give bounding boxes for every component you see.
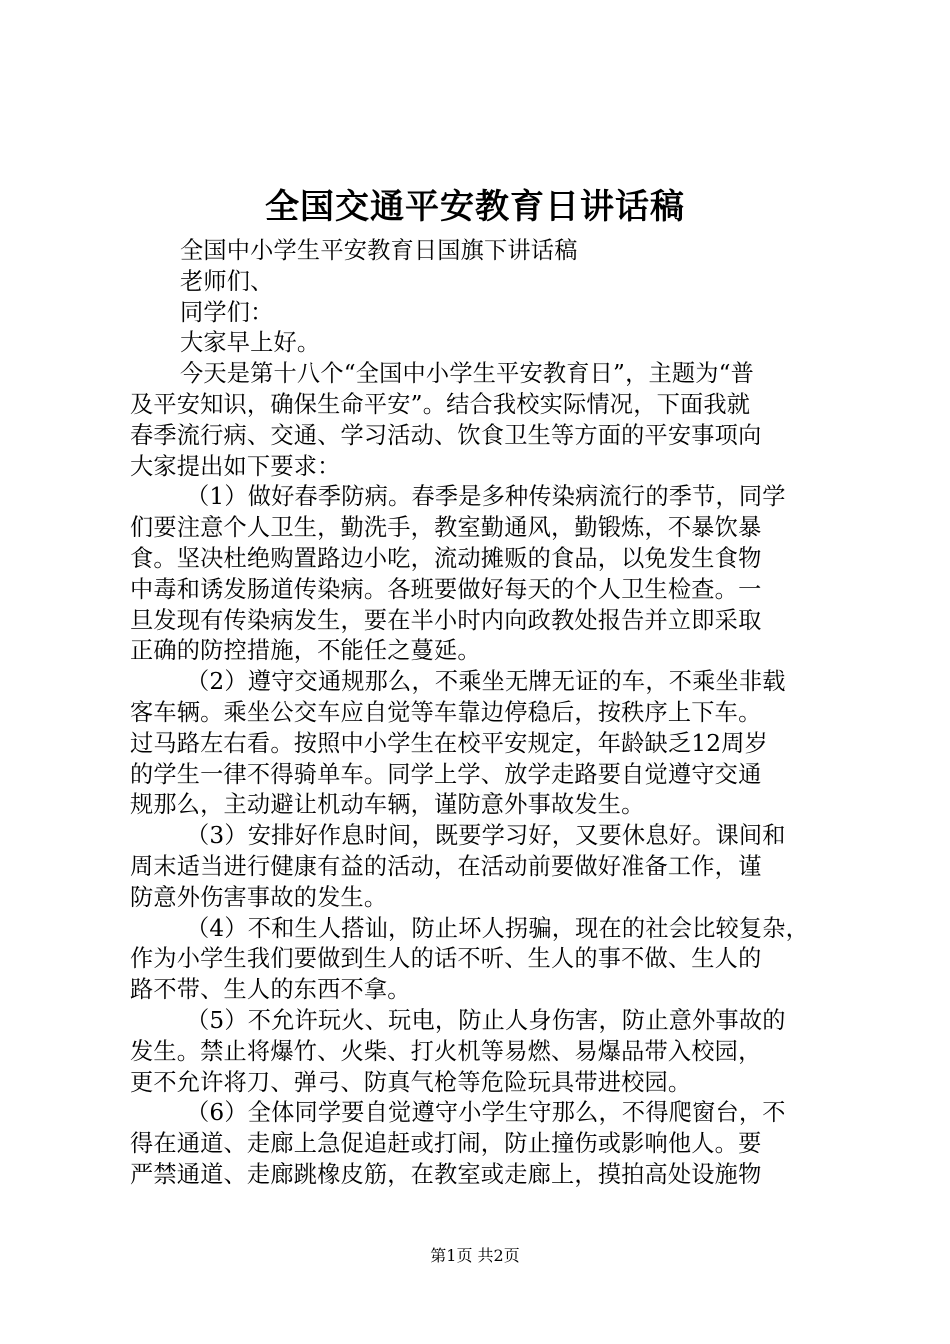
item-3-line: （3）安排好作息时间，既要学习好，又要休息好。课间和 <box>186 822 786 850</box>
item-1-line: 食。坚决杜绝购置路边小吃，流动摊贩的食品，以免发生食物 <box>130 544 762 572</box>
item-1-line: 旦发现有传染病发生，要在半小时内向政教处报告并立即采取 <box>130 606 762 634</box>
subtitle-line: 全国中小学生平安教育日国旗下讲话稿 <box>180 237 578 264</box>
item-4-line: （4）不和生人搭讪，防止坏人拐骗，现在的社会比较复杂， <box>186 914 810 942</box>
item-1-line: 中毒和诱发肠道传染病。各班要做好每天的个人卫生检查。一 <box>130 575 762 603</box>
item-5-line: （5）不允许玩火、玩电，防止人身伤害，防止意外事故的 <box>186 1006 786 1034</box>
item-5-line: 发生。禁止将爆竹、火柴、打火机等易燃、易爆品带入校园， <box>130 1037 762 1065</box>
item-2-line: 过马路左右看。按照中小学生在校平安规定，年龄缺乏12周岁 <box>130 729 768 757</box>
paragraph-line: 及平安知识，确保生命平安”。结合我校实际情况，下面我就 <box>130 390 751 418</box>
item-6-line: （6）全体同学要自觉遵守小学生守那么，不得爬窗台，不 <box>186 1099 786 1127</box>
item-6-line: 严禁通道、走廊跳橡皮筋，在教室或走廊上，摸拍高处设施物 <box>130 1160 762 1188</box>
paragraph-line: 春季流行病、交通、学习活动、饮食卫生等方面的平安事项向 <box>130 421 762 449</box>
item-2-line: 客车辆。乘坐公交车应自觉等车靠边停稳后，按秩序上下车。 <box>130 698 762 726</box>
greeting-morning: 大家早上好。 <box>180 329 321 357</box>
document-title: 全国交通平安教育日讲话稿 <box>265 187 685 227</box>
item-4-line: 路不带、生人的东西不拿。 <box>130 976 411 1004</box>
paragraph-line: 今天是第十八个“全国中小学生平安教育日”，主题为“普 <box>180 360 755 388</box>
greeting-students: 同学们： <box>180 298 274 326</box>
page-number-footer: 第1页 共2页 <box>430 1246 520 1265</box>
item-2-line: 的学生一律不得骑单车。同学上学、放学走路要自觉遵守交通 <box>130 760 762 788</box>
item-2-line: （2）遵守交通规那么，不乘坐无牌无证的车，不乘坐非载 <box>186 668 786 696</box>
document-body <box>130 236 834 1191</box>
item-1-line: 正确的防控措施，不能任之蔓延。 <box>130 637 481 665</box>
item-6-line: 得在通道、走廊上急促追赶或打闹，防止撞伤或影响他人。要 <box>130 1130 762 1158</box>
paragraph-line: 大家提出如下要求： <box>130 452 341 480</box>
item-3-line: 周末适当进行健康有益的活动，在活动前要做好准备工作，谨 <box>130 852 762 880</box>
item-5-line: 更不允许将刀、弹弓、防真气枪等危险玩具带进校园。 <box>130 1068 692 1096</box>
greeting-teachers: 老师们、 <box>180 267 274 295</box>
item-3-line: 防意外伤害事故的发生。 <box>130 883 388 911</box>
item-1-line: （1）做好春季防病。春季是多种传染病流行的季节，同学 <box>186 483 786 511</box>
item-2-line: 规那么，主动避让机动车辆，谨防意外事故发生。 <box>130 791 645 819</box>
item-4-line: 作为小学生我们要做到生人的话不听、生人的事不做、生人的 <box>130 945 762 973</box>
item-1-line: 们要注意个人卫生，勤洗手，教室勤通风，勤锻炼，不暴饮暴 <box>130 514 762 542</box>
